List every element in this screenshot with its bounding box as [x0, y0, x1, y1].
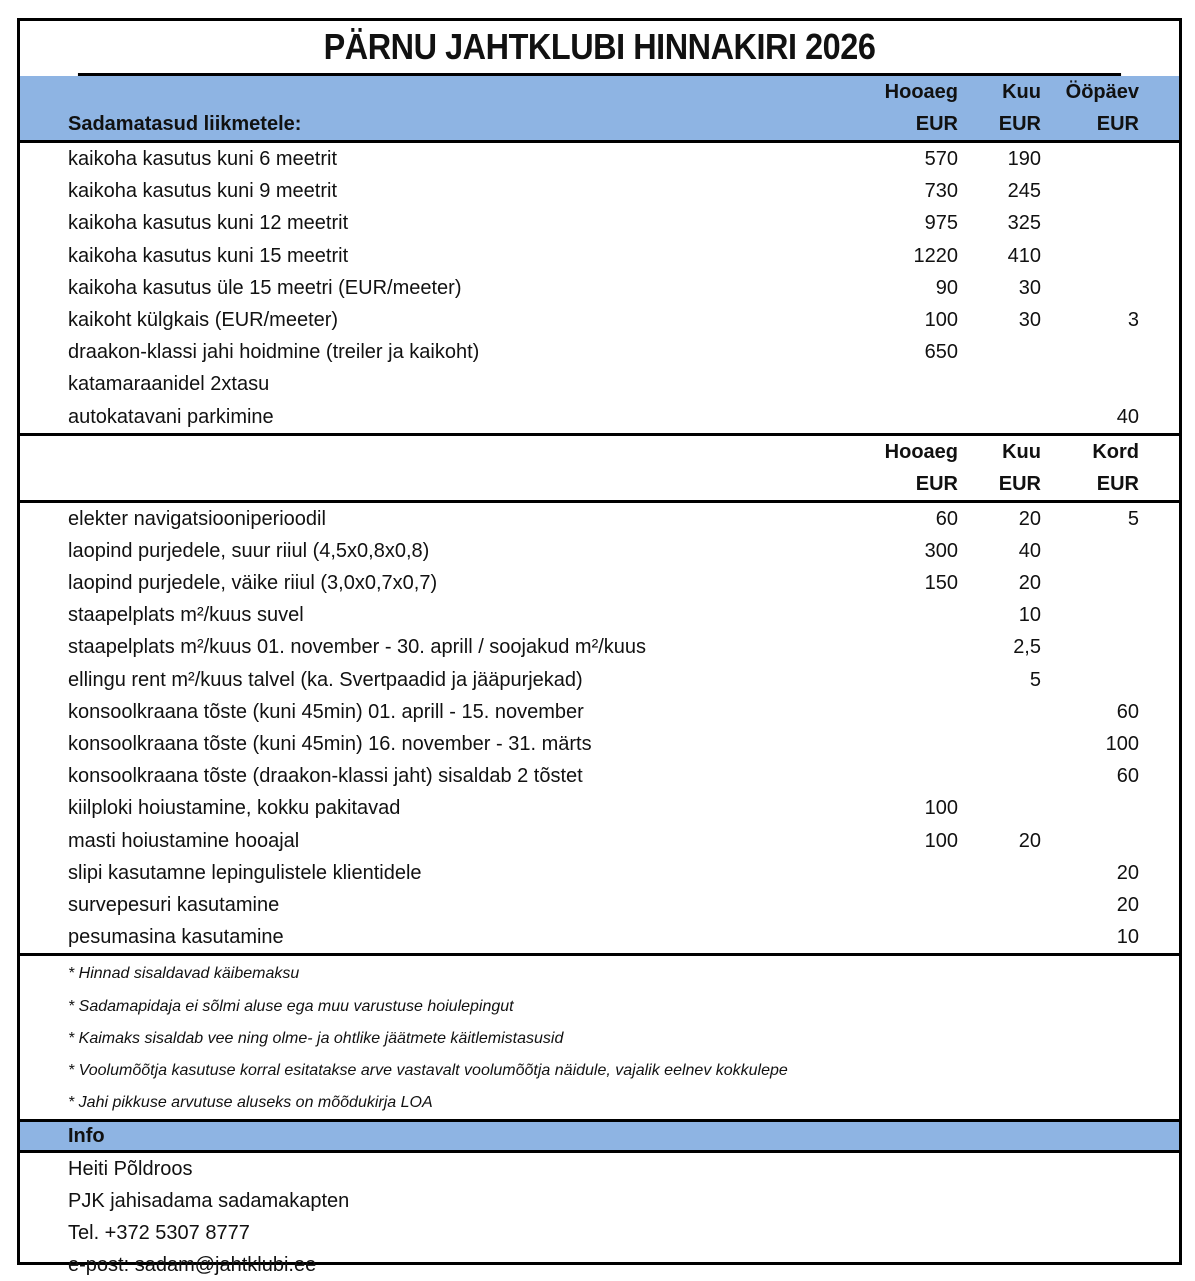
row-label: survepesuri kasutamine — [68, 893, 280, 916]
table-row — [20, 760, 1179, 792]
cell-kuu: 20 — [1018, 829, 1041, 852]
cell-kuu: 30 — [1018, 308, 1041, 331]
row-label: kiilploki hoiustamine, kokku pakitavad — [68, 797, 401, 820]
row-label: kaikoha kasutus kuni 6 meetrit — [68, 148, 338, 170]
col-hooaeg-unit: EUR — [915, 472, 958, 495]
table-row — [20, 143, 1179, 175]
table-row — [20, 728, 1179, 760]
footnote: * Voolumõõtja kasutuse korral esitatakse arve vastavalt voolumõõtja näidule, vajalik eelnev kokkulepe — [68, 1061, 788, 1079]
row-label: konsoolkraana tõste (draakon-klassi jaht) sisaldab 2 tõstet — [68, 765, 583, 788]
col-kuu-unit: EUR — [998, 113, 1041, 135]
col-hooaeg-header: Hooaeg — [884, 81, 958, 103]
table-row — [20, 304, 1179, 336]
table-row — [20, 664, 1179, 696]
price-list-sheet — [17, 18, 1182, 1277]
row-label: kaikoha kasutus kuni 9 meetrit — [68, 180, 338, 203]
cell-kuu: 40 — [1018, 539, 1041, 562]
section2-header-row-names — [20, 436, 1179, 468]
section2-rows — [20, 503, 1179, 954]
cell-other: 10 — [1116, 926, 1139, 949]
table-row — [20, 336, 1179, 368]
row-label: pesumasina kasutamine — [68, 926, 284, 949]
footnote: * Kaimaks sisaldab vee ning olme- ja ohtlike jäätmete käitlemistasusid — [68, 1029, 564, 1047]
row-label: kaikoht külgkais (EUR/meeter) — [68, 308, 339, 331]
contact-email: e-post: sadam@jahtklubi.ee — [68, 1254, 317, 1277]
table-row — [20, 567, 1179, 599]
table-row — [20, 272, 1179, 304]
cell-hooaeg: 730 — [924, 180, 958, 203]
col-kuu-header: Kuu — [1002, 81, 1041, 103]
table-row — [20, 889, 1179, 921]
cell-hooaeg: 150 — [924, 572, 958, 595]
col-kuu-header: Kuu — [1002, 440, 1041, 463]
section1-header-row-units — [20, 108, 1179, 140]
row-label: autokatavani parkimine — [68, 405, 274, 428]
row-label: laopind purjedele, suur riiul (4,5x0,8x0,8) — [68, 539, 430, 562]
table-row — [20, 535, 1179, 567]
cell-other: 100 — [1105, 733, 1139, 755]
row-label: staapelplats m²/kuus suvel — [68, 604, 304, 627]
footnote: * Jahi pikkuse arvutuse aluseks on mõõdukirja LOA — [68, 1094, 433, 1112]
cell-hooaeg: 1220 — [913, 244, 958, 267]
row-label: konsoolkraana tõste (kuni 45min) 16. november - 31. märts — [68, 733, 592, 755]
cell-other: 3 — [1127, 308, 1139, 331]
col-oopaev-unit: EUR — [1096, 113, 1139, 135]
cell-kuu: 325 — [1007, 212, 1041, 235]
col-kuu-unit: EUR — [998, 472, 1041, 495]
cell-hooaeg: 975 — [924, 212, 958, 235]
col-hooaeg-header: Hooaeg — [884, 440, 958, 463]
cell-kuu: 20 — [1018, 572, 1041, 595]
col-kord-header: Kord — [1092, 440, 1139, 463]
cell-hooaeg: 60 — [935, 507, 958, 530]
col-hooaeg-unit: EUR — [915, 113, 958, 135]
cell-other: 20 — [1116, 893, 1139, 916]
table-row — [20, 825, 1179, 857]
table-row — [20, 696, 1179, 728]
table-row — [20, 599, 1179, 631]
section2-header-row-units — [20, 468, 1179, 500]
cell-kuu: 245 — [1007, 180, 1041, 203]
contact-phone: Tel. +372 5307 8777 — [68, 1222, 250, 1245]
row-label: kaikoha kasutus kuni 15 meetrit — [68, 244, 349, 267]
cell-other: 40 — [1116, 405, 1139, 428]
cell-hooaeg: 100 — [924, 308, 958, 331]
cell-kuu: 20 — [1018, 507, 1041, 530]
table-row — [20, 857, 1179, 889]
table-row — [20, 175, 1179, 207]
cell-kuu: 190 — [1007, 148, 1041, 170]
row-label: masti hoiustamine hooajal — [68, 829, 300, 852]
section1-label: Sadamatasud liikmetele: — [68, 113, 302, 135]
table-row — [20, 503, 1179, 535]
table-row — [20, 631, 1179, 663]
row-label: kaikoha kasutus üle 15 meetri (EUR/meeter) — [68, 276, 462, 299]
cell-hooaeg: 650 — [924, 341, 958, 364]
info-line: PJK jahisadama sadamakapten — [68, 1190, 350, 1213]
cell-kuu: 410 — [1007, 244, 1041, 267]
section1-header — [20, 76, 1179, 143]
section1-header-row-names — [20, 76, 1179, 108]
row-label: kaikoha kasutus kuni 12 meetrit — [68, 212, 349, 235]
row-label: elekter navigatsiooniperioodil — [68, 507, 326, 530]
cell-other: 20 — [1116, 861, 1139, 884]
cell-other: 60 — [1116, 700, 1139, 723]
cell-hooaeg: 100 — [924, 829, 958, 852]
footnote: * Hinnad sisaldavad käibemaksu — [68, 965, 300, 983]
table-row — [20, 792, 1179, 824]
row-label: konsoolkraana tõste (kuni 45min) 01. aprill - 15. november — [68, 700, 584, 723]
col-oopaev-header: Ööpäev — [1065, 81, 1139, 103]
row-label: katamaraanidel 2xtasu — [68, 373, 270, 396]
table-row — [20, 240, 1179, 272]
cell-other: 5 — [1127, 507, 1139, 530]
footnote: * Sadamapidaja ei sõlmi aluse ega muu varustuse hoiulepingut — [68, 997, 514, 1015]
section1-rows — [20, 143, 1179, 433]
cell-kuu: 30 — [1018, 276, 1041, 299]
cell-kuu: 10 — [1018, 604, 1041, 627]
info-line: Heiti Põldroos — [68, 1158, 193, 1181]
col-kord-unit: EUR — [1096, 472, 1139, 495]
row-label: slipi kasutamne lepingulistele klientidele — [68, 861, 422, 884]
notes-section — [20, 953, 1179, 1119]
info-section — [20, 1153, 1179, 1281]
cell-hooaeg: 570 — [924, 148, 958, 170]
row-label: ellingu rent m²/kuus talvel (ka. Svertpaadid ja jääpurjekad) — [68, 668, 583, 691]
table-row — [20, 368, 1179, 400]
row-label: staapelplats m²/kuus 01. november - 30. aprill / soojakud m²/kuus — [68, 636, 647, 659]
section2-header — [20, 433, 1179, 503]
cell-hooaeg: 100 — [924, 797, 958, 820]
page-title: PÄRNU JAHTKLUBI HINNAKIRI 2026 — [78, 21, 1121, 76]
cell-other: 60 — [1116, 765, 1139, 788]
table-row — [20, 401, 1179, 433]
cell-hooaeg: 90 — [935, 276, 958, 299]
cell-kuu: 5 — [1029, 668, 1041, 691]
cell-kuu: 2,5 — [1013, 636, 1041, 659]
table-row — [20, 921, 1179, 953]
row-label: laopind purjedele, väike riiul (3,0x0,7x0,7) — [68, 572, 438, 595]
row-label: draakon-klassi jahi hoidmine (treiler ja kaikoht) — [68, 341, 480, 364]
table-row — [20, 207, 1179, 239]
info-header: Info — [20, 1119, 1179, 1153]
cell-hooaeg: 300 — [924, 539, 958, 562]
